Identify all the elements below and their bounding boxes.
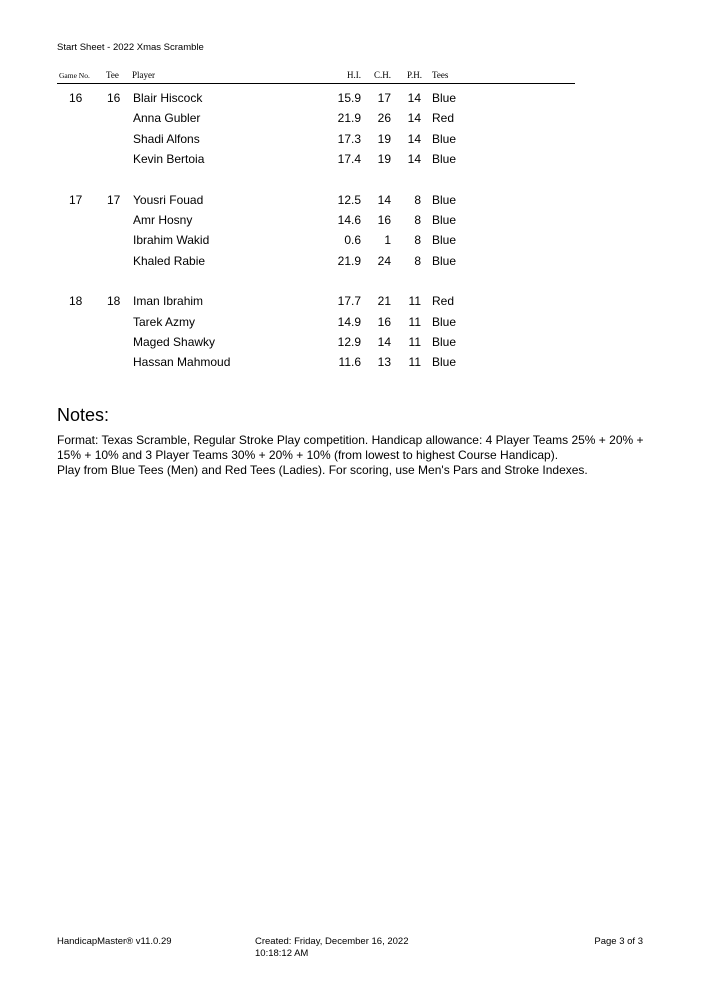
tees-color: Blue (432, 355, 457, 370)
table-row (57, 88, 575, 108)
game-number: 16 (69, 91, 83, 105)
course-handicap: 17 (377, 91, 391, 105)
notes-line: 15% + 10% and 3 Player Teams 30% + 20% + 10% (from lowest to highest Course Handicap). (57, 448, 559, 462)
notes-line: Format: Texas Scramble, Regular Stroke Play competition. Handicap allowance: 4 Player Teams 25% + 20% + (57, 433, 644, 447)
tees-color: Red (432, 111, 455, 126)
handicap-index: 14.9 (337, 314, 361, 329)
course-handicap: 14 (377, 334, 391, 349)
notes-heading: Notes: (57, 405, 110, 425)
game-group (57, 88, 575, 170)
handicap-index: 17.7 (337, 294, 361, 309)
playing-handicap: 11 (408, 355, 421, 370)
footer-created-date: Created: Friday, December 16, 2022 (255, 936, 409, 947)
playing-handicap: 11 (408, 314, 421, 329)
table-row (57, 108, 575, 128)
table-row (57, 251, 575, 271)
document-title: Start Sheet - 2022 Xmas Scramble (57, 42, 204, 53)
handicap-index: 12.5 (337, 192, 361, 207)
tees-color: Blue (432, 212, 457, 227)
player-name: Khaled Rabie (133, 253, 206, 268)
notes-line: Play from Blue Tees (Men) and Red Tees (Ladies). For scoring, use Men's Pars and Stroke Indexes. (57, 463, 588, 477)
playing-handicap: 14 (407, 152, 421, 167)
course-handicap: 13 (377, 355, 391, 370)
start-sheet-table (57, 68, 575, 373)
tees-color: Blue (432, 91, 457, 105)
tee-number: 16 (107, 91, 121, 105)
table-row (57, 291, 575, 311)
playing-handicap: 14 (407, 131, 421, 146)
playing-handicap: 8 (414, 212, 421, 227)
playing-handicap: 11 (408, 294, 421, 309)
course-handicap: 16 (377, 212, 391, 227)
playing-handicap: 14 (407, 91, 421, 105)
handicap-index: 17.3 (337, 131, 361, 146)
table-row (57, 190, 575, 210)
handicap-index: 15.9 (337, 91, 361, 105)
tees-color: Blue (432, 192, 457, 207)
table-row (57, 230, 575, 250)
footer-software: HandicapMaster® v11.0.29 (57, 936, 172, 947)
tee-number: 17 (107, 192, 121, 207)
table-row (57, 129, 575, 149)
table-row (57, 352, 575, 372)
player-name: Anna Gubler (133, 111, 201, 126)
table-row (57, 149, 575, 169)
player-name: Hassan Mahmoud (133, 355, 231, 370)
player-name: Amr Hosny (133, 212, 193, 227)
course-handicap: 19 (377, 131, 391, 146)
tee-number: 18 (107, 294, 121, 309)
notes-body (57, 433, 657, 478)
footer-created (255, 936, 408, 960)
playing-handicap: 8 (414, 253, 421, 268)
header-tee: Tee (106, 70, 119, 80)
player-name: Iman Ibrahim (133, 294, 204, 309)
tees-color: Blue (432, 233, 457, 248)
header-game-no: Game No. (59, 71, 90, 80)
header-tees: Tees (432, 70, 449, 80)
course-handicap: 26 (377, 111, 391, 126)
course-handicap: 14 (377, 192, 391, 207)
game-number: 18 (69, 294, 83, 309)
footer-created-time: 10:18:12 AM (255, 948, 309, 959)
handicap-index: 11.6 (338, 355, 361, 370)
course-handicap: 24 (377, 253, 391, 268)
footer-page-number: Page 3 of 3 (594, 936, 643, 947)
player-name: Kevin Bertoia (133, 152, 205, 167)
table-row (57, 332, 575, 352)
game-groups (57, 88, 575, 373)
course-handicap: 21 (377, 294, 391, 309)
game-group (57, 291, 575, 373)
handicap-index: 21.9 (337, 111, 361, 126)
player-name: Tarek Azmy (133, 314, 196, 329)
game-group (57, 190, 575, 272)
course-handicap: 16 (377, 314, 391, 329)
handicap-index: 0.6 (344, 233, 361, 248)
tees-color: Blue (432, 334, 457, 349)
header-course-handicap: C.H. (373, 70, 391, 80)
player-name: Maged Shawky (133, 334, 216, 349)
playing-handicap: 8 (414, 192, 421, 207)
tees-color: Blue (432, 314, 457, 329)
tees-color: Red (432, 294, 455, 309)
tees-color: Blue (432, 152, 457, 167)
player-name: Blair Hiscock (133, 91, 203, 105)
table-header (57, 68, 575, 84)
handicap-index: 21.9 (337, 253, 361, 268)
tees-color: Blue (432, 253, 457, 268)
tees-color: Blue (432, 131, 457, 146)
table-row (57, 210, 575, 230)
handicap-index: 12.9 (337, 334, 361, 349)
course-handicap: 1 (384, 233, 391, 248)
handicap-index: 17.4 (337, 152, 361, 167)
player-name: Shadi Alfons (133, 131, 200, 146)
table-row (57, 312, 575, 332)
course-handicap: 19 (377, 152, 391, 167)
playing-handicap: 8 (414, 233, 421, 248)
header-handicap-index: H.I. (347, 70, 361, 80)
playing-handicap: 11 (408, 334, 421, 349)
game-number: 17 (69, 192, 83, 207)
playing-handicap: 14 (407, 111, 421, 126)
header-playing-handicap: P.H. (406, 70, 422, 80)
header-player: Player (132, 70, 155, 80)
player-name: Yousri Fouad (133, 192, 204, 207)
player-name: Ibrahim Wakid (133, 233, 210, 248)
handicap-index: 14.6 (337, 212, 361, 227)
